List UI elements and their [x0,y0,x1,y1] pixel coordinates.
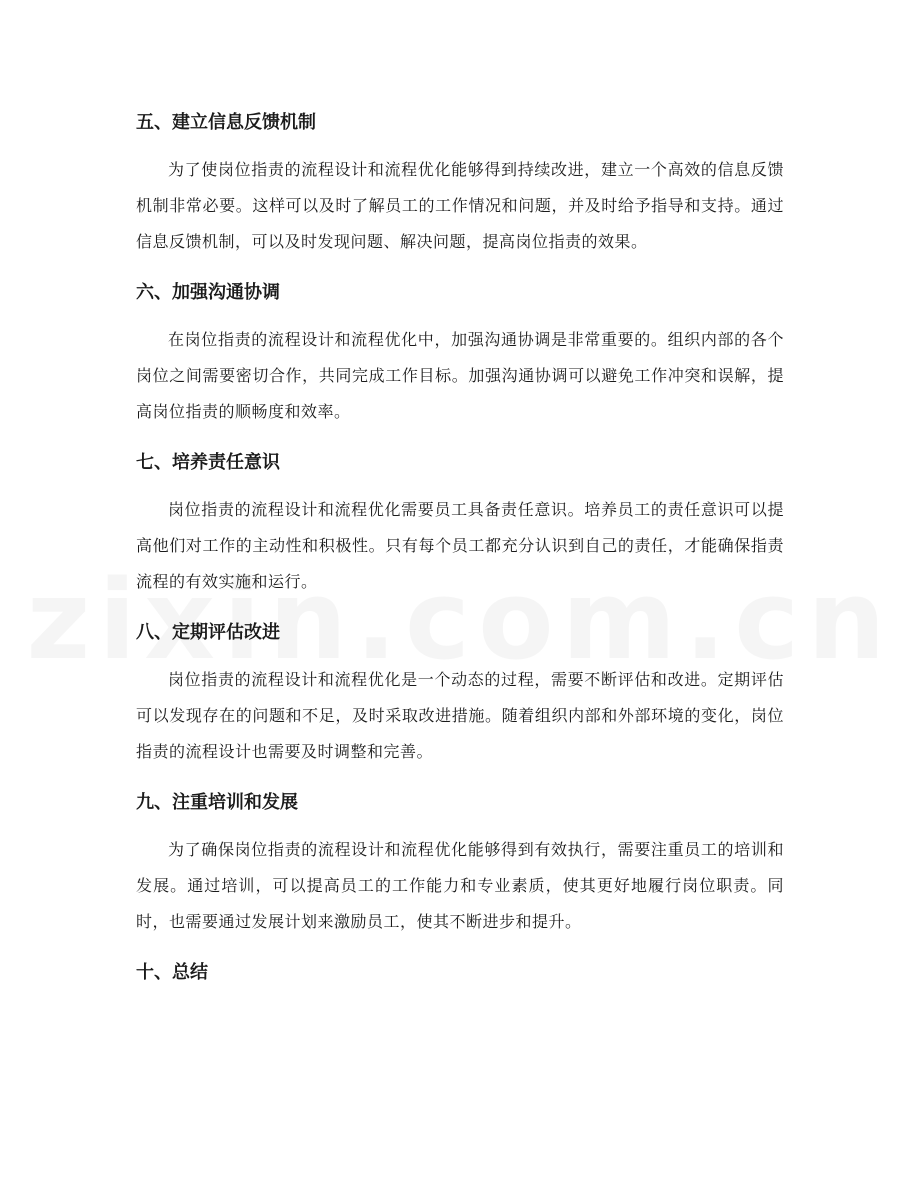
section-9 [136,784,784,940]
section-8 [136,614,784,770]
section-heading: 六、加强沟通协调 [136,282,280,303]
section-heading: 九、注重培训和发展 [136,792,298,813]
section-heading: 八、定期评估改进 [136,622,280,643]
section-paragraph: 为了使岗位指责的流程设计和流程优化能够得到持续改进，建立一个高效的信息反馈机制非常必要。这样可以及时了解员工的工作情况和问题，并及时给予指导和支持。通过信息反馈机制，可以及时发现问题、解决问题，提高岗位指责的效果。 [136,160,784,251]
section-paragraph: 为了确保岗位指责的流程设计和流程优化能够得到有效执行，需要注重员工的培训和发展。通过培训，可以提高员工的工作能力和专业素质，使其更好地履行岗位职责。同时，也需要通过发展计划来激励员工，使其不断进步和提升。 [136,840,784,931]
section-heading: 五、建立信息反馈机制 [136,112,316,133]
document-body [136,104,784,1002]
section-heading: 十、总结 [136,962,208,983]
section-paragraph: 岗位指责的流程设计和流程优化是一个动态的过程，需要不断评估和改进。定期评估可以发现存在的问题和不足，及时采取改进措施。随着组织内部和外部环境的变化，岗位指责的流程设计也需要及时调整和完善。 [136,670,784,761]
section-6 [136,274,784,430]
section-7 [136,444,784,600]
section-paragraph: 岗位指责的流程设计和流程优化需要员工具备责任意识。培养员工的责任意识可以提高他们对工作的主动性和积极性。只有每个员工都充分认识到自己的责任，才能确保指责流程的有效实施和运行。 [136,500,784,591]
section-heading: 七、培养责任意识 [136,452,280,473]
section-10 [136,954,784,992]
section-5 [136,104,784,260]
section-paragraph: 在岗位指责的流程设计和流程优化中，加强沟通协调是非常重要的。组织内部的各个岗位之间需要密切合作，共同完成工作目标。加强沟通协调可以避免工作冲突和误解，提高岗位指责的顺畅度和效率。 [136,330,784,421]
